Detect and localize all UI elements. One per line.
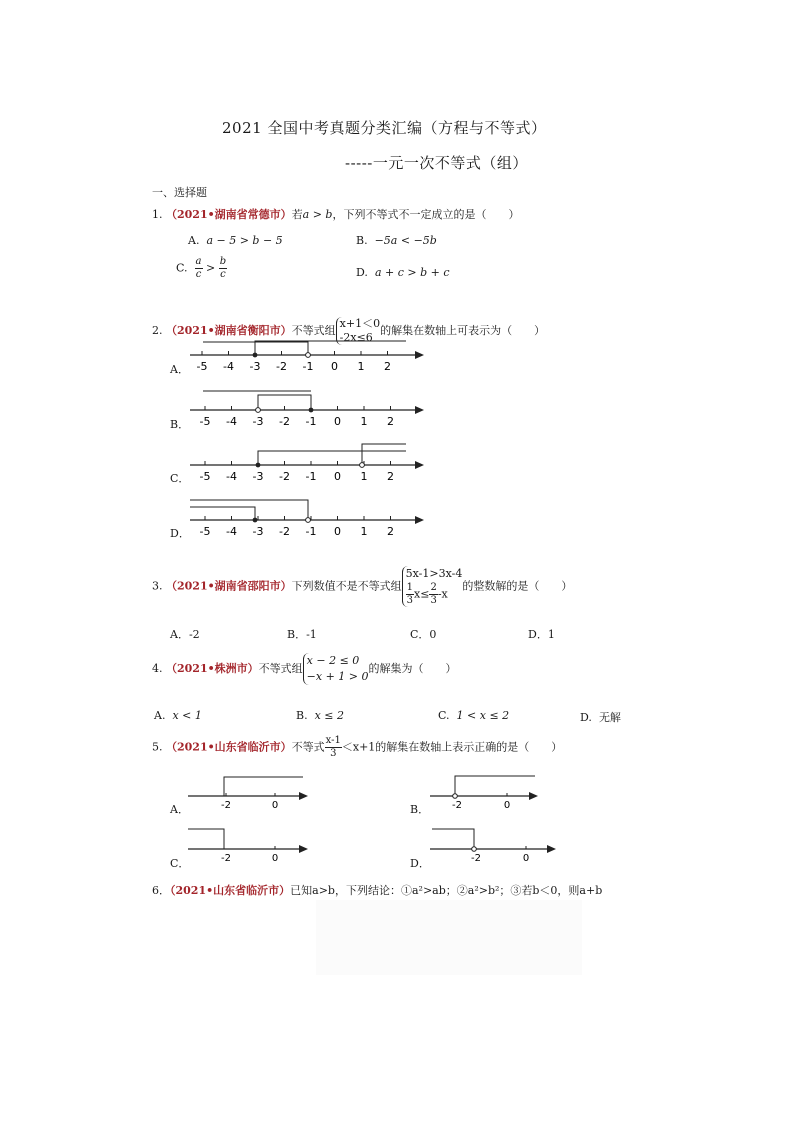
tick-label: -3 — [249, 360, 261, 373]
tick-label: -1 — [305, 470, 317, 483]
tick-label: 1 — [360, 415, 368, 428]
tick-label: 2 — [384, 360, 391, 373]
tick-label: -3 — [252, 415, 264, 428]
page-subtitle: -----一元一次不等式（组） — [345, 154, 528, 172]
q5-label-b: B． — [410, 803, 430, 816]
tick-label: -2 — [221, 853, 231, 864]
scan-artifact — [316, 900, 582, 975]
stem-text: 的解集为（ ） — [368, 662, 457, 675]
question-1-option-a — [188, 234, 283, 247]
inequality-system: x+1＜0 -2x≤6 — [336, 317, 380, 345]
question-number: 1. — [152, 208, 163, 221]
q5-number-line-d — [430, 825, 560, 865]
closed-dot — [253, 518, 258, 523]
q2-label-d: D． — [170, 527, 190, 540]
stem-text: 的整数解的是（ ） — [462, 579, 573, 593]
q5-label-d: D． — [410, 857, 430, 870]
inequality-system: x − 2 ≤ 0 −x + 1 > 0 — [303, 653, 369, 685]
tick-label: 2 — [387, 470, 394, 483]
page-title: 2021 全国中考真题分类汇编（方程与不等式） — [222, 119, 547, 137]
tick-label: -2 — [471, 853, 481, 864]
question-5-stem — [152, 735, 562, 760]
stem-text: 不等式组 — [291, 324, 336, 337]
question-source: （2021•山东省临沂市） — [170, 884, 291, 897]
stem-text: 的解集在数轴上表示正确的是（ ） — [375, 740, 563, 754]
stem-math: a > b — [302, 208, 333, 221]
tick-label: 0 — [522, 853, 530, 864]
question-4-stem — [152, 653, 457, 685]
q5-number-line-c — [188, 825, 313, 865]
question-1-option-b — [356, 234, 437, 247]
question-1-option-d — [356, 266, 450, 279]
stem-text: 的解集在数轴上可表示为（ ） — [380, 324, 546, 337]
tick-label: 2 — [387, 525, 394, 538]
tick-label: -3 — [252, 525, 264, 538]
open-dot — [360, 463, 365, 468]
q5-label-a: A． — [170, 803, 189, 816]
open-dot — [453, 794, 458, 799]
question-1-stem — [152, 206, 519, 222]
open-dot — [256, 408, 261, 413]
tick-label: 2 — [387, 415, 394, 428]
stem-text: ，下列不等式不一定成立的是（ ） — [332, 208, 520, 221]
question-3-option-b: B．-1 — [287, 628, 317, 641]
tick-label: -2 — [279, 525, 290, 538]
question-4-option-b: B. x ≤ 2 — [296, 709, 345, 722]
question-6-stem — [152, 882, 602, 898]
question-number: 2. — [152, 324, 163, 337]
stem-text: ＜x+1 — [341, 740, 376, 754]
question-4-option-c: C. 1 < x ≤ 2 — [438, 709, 510, 722]
tick-label: -1 — [305, 415, 317, 428]
question-source: （2021•湖南省邵阳市） — [166, 579, 292, 593]
tick-label: -4 — [226, 525, 237, 538]
question-number: 4. — [152, 662, 163, 675]
tick-label: -1 — [302, 360, 314, 373]
stem-text: 若 — [291, 208, 303, 221]
option-text: −5a < −5b — [374, 234, 437, 247]
stem-text: 不等式 — [291, 740, 325, 754]
question-4-option-d: D. 无解 — [580, 711, 621, 724]
tick-label: 0 — [503, 800, 511, 811]
tick-label: 0 — [271, 800, 279, 811]
section-heading: 一、选择题 — [152, 186, 207, 199]
option-label: B. — [356, 234, 368, 247]
open-dot — [306, 353, 311, 358]
tick-label: 0 — [334, 525, 341, 538]
tick-label: 0 — [271, 853, 279, 864]
fraction: $\frac{a}{c}$ — [195, 256, 202, 280]
question-source: （2021•株洲市） — [166, 662, 259, 675]
option-text: a + c > b + c — [374, 266, 450, 279]
tick-label: -5 — [199, 415, 211, 428]
tick-label: -2 — [221, 800, 231, 811]
q5-number-line-b — [430, 772, 555, 812]
open-dot — [472, 847, 477, 852]
question-source: （2021•湖南省常德市） — [166, 208, 292, 221]
question-3-option-c: C．0 — [410, 628, 437, 641]
question-3-stem — [152, 566, 572, 607]
q5-label-c: C． — [170, 857, 190, 870]
operator: > — [206, 261, 216, 275]
number-line-c — [180, 440, 430, 500]
tick-label: -2 — [276, 360, 287, 373]
tick-label: -5 — [199, 470, 211, 483]
option-label: A. — [188, 234, 200, 247]
tick-label: -5 — [199, 525, 211, 538]
number-line-b — [180, 385, 430, 445]
tick-label: -4 — [223, 360, 234, 373]
q2-label-a: A． — [170, 363, 189, 376]
tick-label: -4 — [226, 470, 237, 483]
open-dot — [306, 518, 311, 523]
tick-label: 0 — [331, 360, 338, 373]
question-number: 3. — [152, 579, 163, 593]
question-4-option-a: A. x < 1 — [154, 709, 202, 722]
option-text: a − 5 > b − 5 — [206, 234, 283, 247]
number-line-a — [180, 330, 430, 390]
tick-label: 1 — [357, 360, 365, 373]
tick-label: -2 — [279, 470, 290, 483]
question-1-option-c — [176, 256, 227, 281]
question-number: 6． — [152, 884, 170, 897]
question-3-option-a: A．-2 — [170, 628, 200, 641]
option-label: C. — [176, 261, 188, 275]
tick-label: -5 — [196, 360, 208, 373]
question-number: 5. — [152, 740, 163, 754]
question-source: （2021•山东省临沂市） — [166, 740, 292, 754]
fraction: $\frac{b}{c}$ — [219, 256, 227, 280]
tick-label: -2 — [452, 800, 462, 811]
q2-label-b: B． — [170, 418, 190, 431]
question-source: （2021•湖南省衡阳市） — [166, 324, 292, 337]
tick-label: 1 — [360, 525, 368, 538]
closed-dot — [256, 463, 261, 468]
closed-dot — [309, 408, 314, 413]
fraction: $\frac{x-1}{3}$ — [325, 735, 341, 759]
number-line-d — [180, 495, 430, 555]
tick-label: 0 — [334, 470, 341, 483]
inequality-system: 5x-1>3x-4 $\frac{1}{3}$ x≤ $\frac{2}{3}$ -x — [402, 566, 463, 607]
tick-label: 0 — [334, 415, 341, 428]
tick-label: -2 — [279, 415, 290, 428]
option-label: D. — [356, 266, 368, 279]
stem-text: 不等式组 — [258, 662, 303, 675]
stem-text: 下列数值不是不等式组 — [291, 579, 402, 593]
q5-number-line-a — [188, 772, 313, 812]
closed-dot — [253, 353, 258, 358]
stem-text: 已知a>b，下列结论：①a²>ab；②a²>b²；③若b＜0，则a+b — [290, 884, 603, 897]
tick-label: -1 — [305, 525, 317, 538]
tick-label: -4 — [226, 415, 237, 428]
tick-label: 1 — [360, 470, 368, 483]
question-3-option-d: D．1 — [528, 628, 555, 641]
tick-label: -3 — [252, 470, 264, 483]
q2-label-c: C． — [170, 472, 190, 485]
